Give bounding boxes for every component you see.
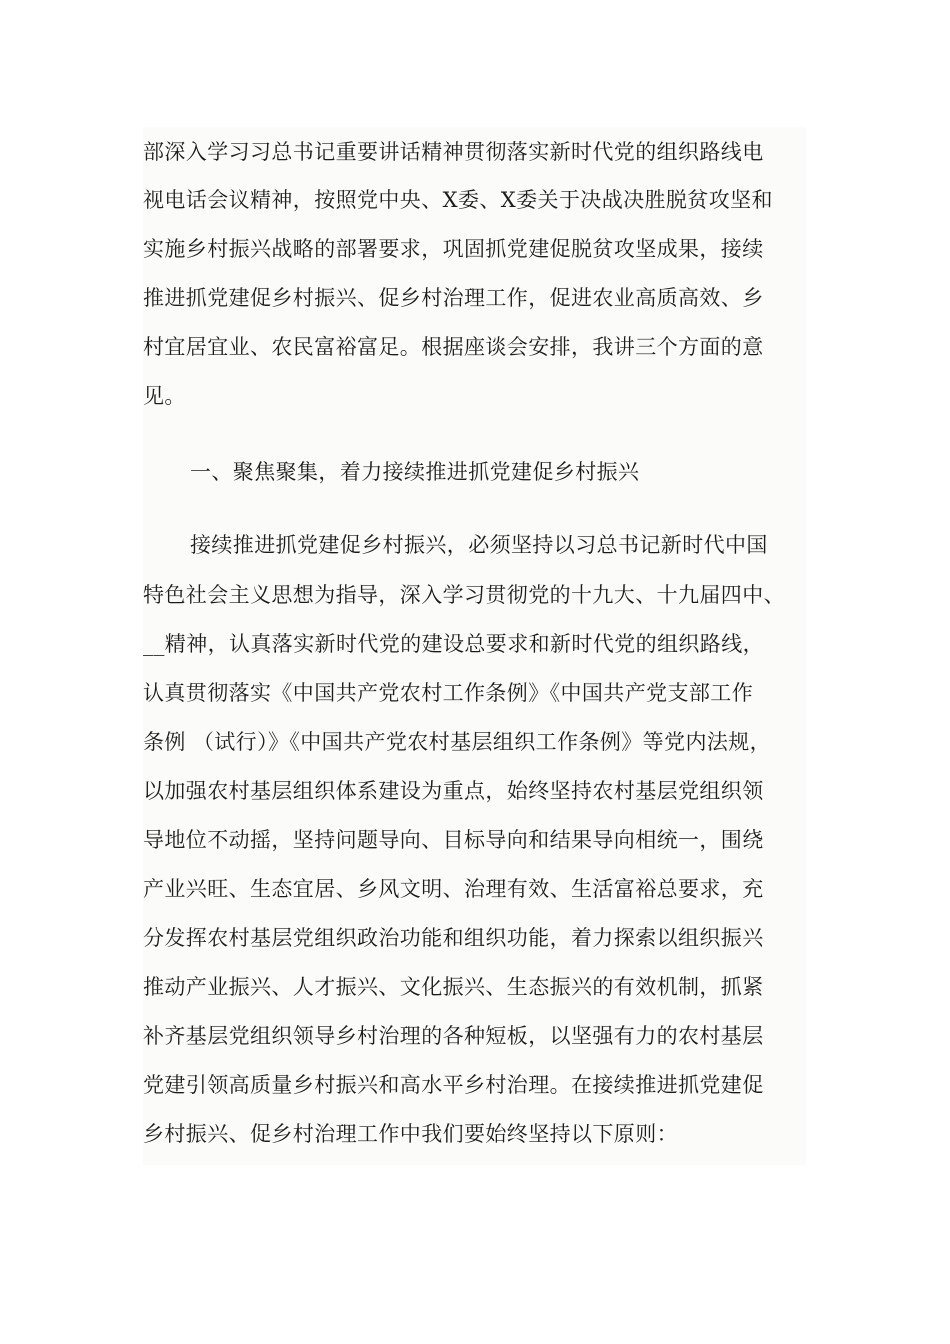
paragraph-1-line-3: 实施乡村振兴战略的部署要求，巩固抓党建促脱贫攻坚成果，接续 bbox=[143, 237, 764, 261]
paragraph-2-line-4: 认真贯彻落实《中国共产党农村工作条例》《中国共产党支部工作 bbox=[143, 681, 754, 705]
paragraph-2-line-10: 推动产业振兴、人才振兴、文化振兴、生态振兴的有效机制，抓紧 bbox=[143, 975, 764, 999]
paragraph-2-line-6: 以加强农村基层组织体系建设为重点，始终坚持农村基层党组织领 bbox=[143, 779, 764, 803]
paragraph-2-line-1: 接续推进抓党建促乡村振兴，必须坚持以习总书记新时代中国 bbox=[190, 533, 768, 557]
paragraph-1-line-4: 推进抓党建促乡村振兴、促乡村治理工作，促进农业高质高效、乡 bbox=[143, 286, 764, 310]
paragraph-1-line-6: 见。 bbox=[143, 384, 186, 408]
paragraph-2-line-12: 党建引领高质量乡村振兴和高水平乡村治理。在接续推进抓党建促 bbox=[143, 1073, 764, 1097]
paragraph-2-line-7: 导地位不动摇，坚持问题导向、目标导向和结果导向相统一，围绕 bbox=[143, 828, 764, 852]
paragraph-1-line-2: 视电话会议精神，按照党中央、X委、X委关于决战决胜脱贫攻坚和 bbox=[143, 188, 773, 212]
paragraph-2-line-2: 特色社会主义思想为指导，深入学习贯彻党的十九大、十九届四中、 bbox=[143, 580, 789, 610]
section-heading: 一、聚焦聚集，着力接续推进抓党建促乡村振兴 bbox=[190, 460, 640, 484]
paragraph-2-line-3: __精神，认真落实新时代党的建设总要求和新时代党的组织路线， bbox=[143, 632, 764, 656]
paragraph-2-line-8: 产业兴旺、生态宜居、乡风文明、治理有效、生活富裕总要求，充 bbox=[143, 877, 764, 901]
paragraph-2-line-5: 条例 （试行）》《中国共产党农村基层组织工作条例》等党内法规， bbox=[143, 727, 775, 757]
paragraph-1-line-5: 村宜居宜业、农民富裕富足。根据座谈会安排，我讲三个方面的意 bbox=[143, 335, 764, 359]
paragraph-2-line-13: 乡村振兴、促乡村治理工作中我们要始终坚持以下原则： bbox=[143, 1122, 678, 1146]
paragraph-2-line-11: 补齐基层党组织领导乡村治理的各种短板，以坚强有力的农村基层 bbox=[143, 1024, 764, 1048]
paragraph-1-line-1: 部深入学习习总书记重要讲话精神贯彻落实新时代党的组织路线电 bbox=[143, 140, 764, 164]
paragraph-2-line-9: 分发挥农村基层党组织政治功能和组织功能，着力探索以组织振兴 bbox=[143, 926, 764, 950]
